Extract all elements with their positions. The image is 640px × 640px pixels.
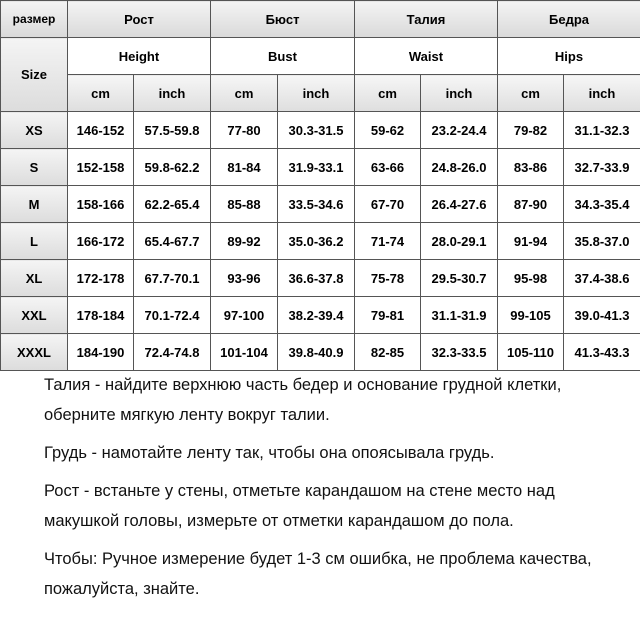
bust-inch-cell: 36.6-37.8 <box>278 260 355 297</box>
height-cm-cell: 184-190 <box>68 334 134 371</box>
height-inch-cell: 62.2-65.4 <box>134 186 211 223</box>
waist-cm-cell: 71-74 <box>355 223 421 260</box>
height-inch-cell: 59.8-62.2 <box>134 149 211 186</box>
header-size-en: Size <box>1 38 68 112</box>
size-label: XXXL <box>1 334 68 371</box>
table-row <box>1 334 640 371</box>
header-bust-en: Bust <box>211 38 355 75</box>
waist-inch-cell: 31.1-31.9 <box>421 297 498 334</box>
note-tolerance: Чтобы: Ручное измерение будет 1-3 см ошибка, не проблема качества, пожалуйста, знайте. <box>44 550 592 598</box>
table-row <box>1 260 640 297</box>
bust-inch-cell: 39.8-40.9 <box>278 334 355 371</box>
header-waist-en: Waist <box>355 38 498 75</box>
height-inch-cell: 70.1-72.4 <box>134 297 211 334</box>
header-height-ru: Рост <box>68 1 211 38</box>
height-cm-cell: 158-166 <box>68 186 134 223</box>
header-size-ru: размер <box>1 1 68 38</box>
waist-cm-cell: 59-62 <box>355 112 421 149</box>
unit-cm: cm <box>211 75 278 112</box>
hips-cm-cell: 83-86 <box>498 149 564 186</box>
waist-inch-cell: 29.5-30.7 <box>421 260 498 297</box>
hips-inch-cell: 39.0-41.3 <box>564 297 640 334</box>
bust-cm-cell: 77-80 <box>211 112 278 149</box>
hips-inch-cell: 34.3-35.4 <box>564 186 640 223</box>
header-hips-ru: Бедра <box>498 1 640 38</box>
unit-inch: inch <box>564 75 640 112</box>
height-cm-cell: 146-152 <box>68 112 134 149</box>
unit-cm: cm <box>498 75 564 112</box>
unit-inch: inch <box>278 75 355 112</box>
unit-cm: cm <box>355 75 421 112</box>
table-row <box>1 297 640 334</box>
header-row-english <box>1 38 640 75</box>
bust-inch-cell: 38.2-39.4 <box>278 297 355 334</box>
waist-cm-cell: 75-78 <box>355 260 421 297</box>
note-height: Рост - встаньте у стены, отметьте карандашом на стене место над макушкой головы, измерьте от отметки карандашом до пола. <box>44 482 555 530</box>
hips-cm-cell: 91-94 <box>498 223 564 260</box>
waist-inch-cell: 24.8-26.0 <box>421 149 498 186</box>
bust-cm-cell: 81-84 <box>211 149 278 186</box>
bust-inch-cell: 35.0-36.2 <box>278 223 355 260</box>
size-label: L <box>1 223 68 260</box>
hips-inch-cell: 37.4-38.6 <box>564 260 640 297</box>
table-row <box>1 149 640 186</box>
height-cm-cell: 178-184 <box>68 297 134 334</box>
hips-cm-cell: 95-98 <box>498 260 564 297</box>
waist-cm-cell: 79-81 <box>355 297 421 334</box>
bust-cm-cell: 97-100 <box>211 297 278 334</box>
header-row-russian <box>1 1 640 38</box>
header-waist-ru: Талия <box>355 1 498 38</box>
unit-inch: inch <box>134 75 211 112</box>
size-label: S <box>1 149 68 186</box>
bust-cm-cell: 93-96 <box>211 260 278 297</box>
hips-inch-cell: 32.7-33.9 <box>564 149 640 186</box>
bust-inch-cell: 30.3-31.5 <box>278 112 355 149</box>
hips-inch-cell: 41.3-43.3 <box>564 334 640 371</box>
waist-inch-cell: 26.4-27.6 <box>421 186 498 223</box>
note-waist: Талия - найдите верхнюю часть бедер и основание грудной клетки, оберните мягкую ленту вокруг талии. <box>44 376 562 424</box>
header-height-en: Height <box>68 38 211 75</box>
hips-inch-cell: 35.8-37.0 <box>564 223 640 260</box>
hips-cm-cell: 79-82 <box>498 112 564 149</box>
bust-cm-cell: 101-104 <box>211 334 278 371</box>
waist-cm-cell: 63-66 <box>355 149 421 186</box>
waist-cm-cell: 82-85 <box>355 334 421 371</box>
unit-cm: cm <box>68 75 134 112</box>
height-cm-cell: 166-172 <box>68 223 134 260</box>
hips-inch-cell: 31.1-32.3 <box>564 112 640 149</box>
table-row <box>1 186 640 223</box>
waist-cm-cell: 67-70 <box>355 186 421 223</box>
bust-cm-cell: 89-92 <box>211 223 278 260</box>
waist-inch-cell: 28.0-29.1 <box>421 223 498 260</box>
waist-inch-cell: 23.2-24.4 <box>421 112 498 149</box>
bust-inch-cell: 31.9-33.1 <box>278 149 355 186</box>
unit-inch: inch <box>421 75 498 112</box>
table-row <box>1 223 640 260</box>
height-inch-cell: 67.7-70.1 <box>134 260 211 297</box>
height-cm-cell: 172-178 <box>68 260 134 297</box>
header-row-units <box>1 75 640 112</box>
waist-inch-cell: 32.3-33.5 <box>421 334 498 371</box>
hips-cm-cell: 87-90 <box>498 186 564 223</box>
bust-inch-cell: 33.5-34.6 <box>278 186 355 223</box>
hips-cm-cell: 105-110 <box>498 334 564 371</box>
header-bust-ru: Бюст <box>211 1 355 38</box>
bust-cm-cell: 85-88 <box>211 186 278 223</box>
size-label: XXL <box>1 297 68 334</box>
note-bust: Грудь - намотайте ленту так, чтобы она опоясывала грудь. <box>44 444 495 462</box>
height-inch-cell: 65.4-67.7 <box>134 223 211 260</box>
measurement-notes <box>44 370 634 612</box>
height-inch-cell: 57.5-59.8 <box>134 112 211 149</box>
hips-cm-cell: 99-105 <box>498 297 564 334</box>
size-label: M <box>1 186 68 223</box>
height-cm-cell: 152-158 <box>68 149 134 186</box>
size-label: XS <box>1 112 68 149</box>
header-hips-en: Hips <box>498 38 640 75</box>
table-row <box>1 112 640 149</box>
size-label: XL <box>1 260 68 297</box>
height-inch-cell: 72.4-74.8 <box>134 334 211 371</box>
